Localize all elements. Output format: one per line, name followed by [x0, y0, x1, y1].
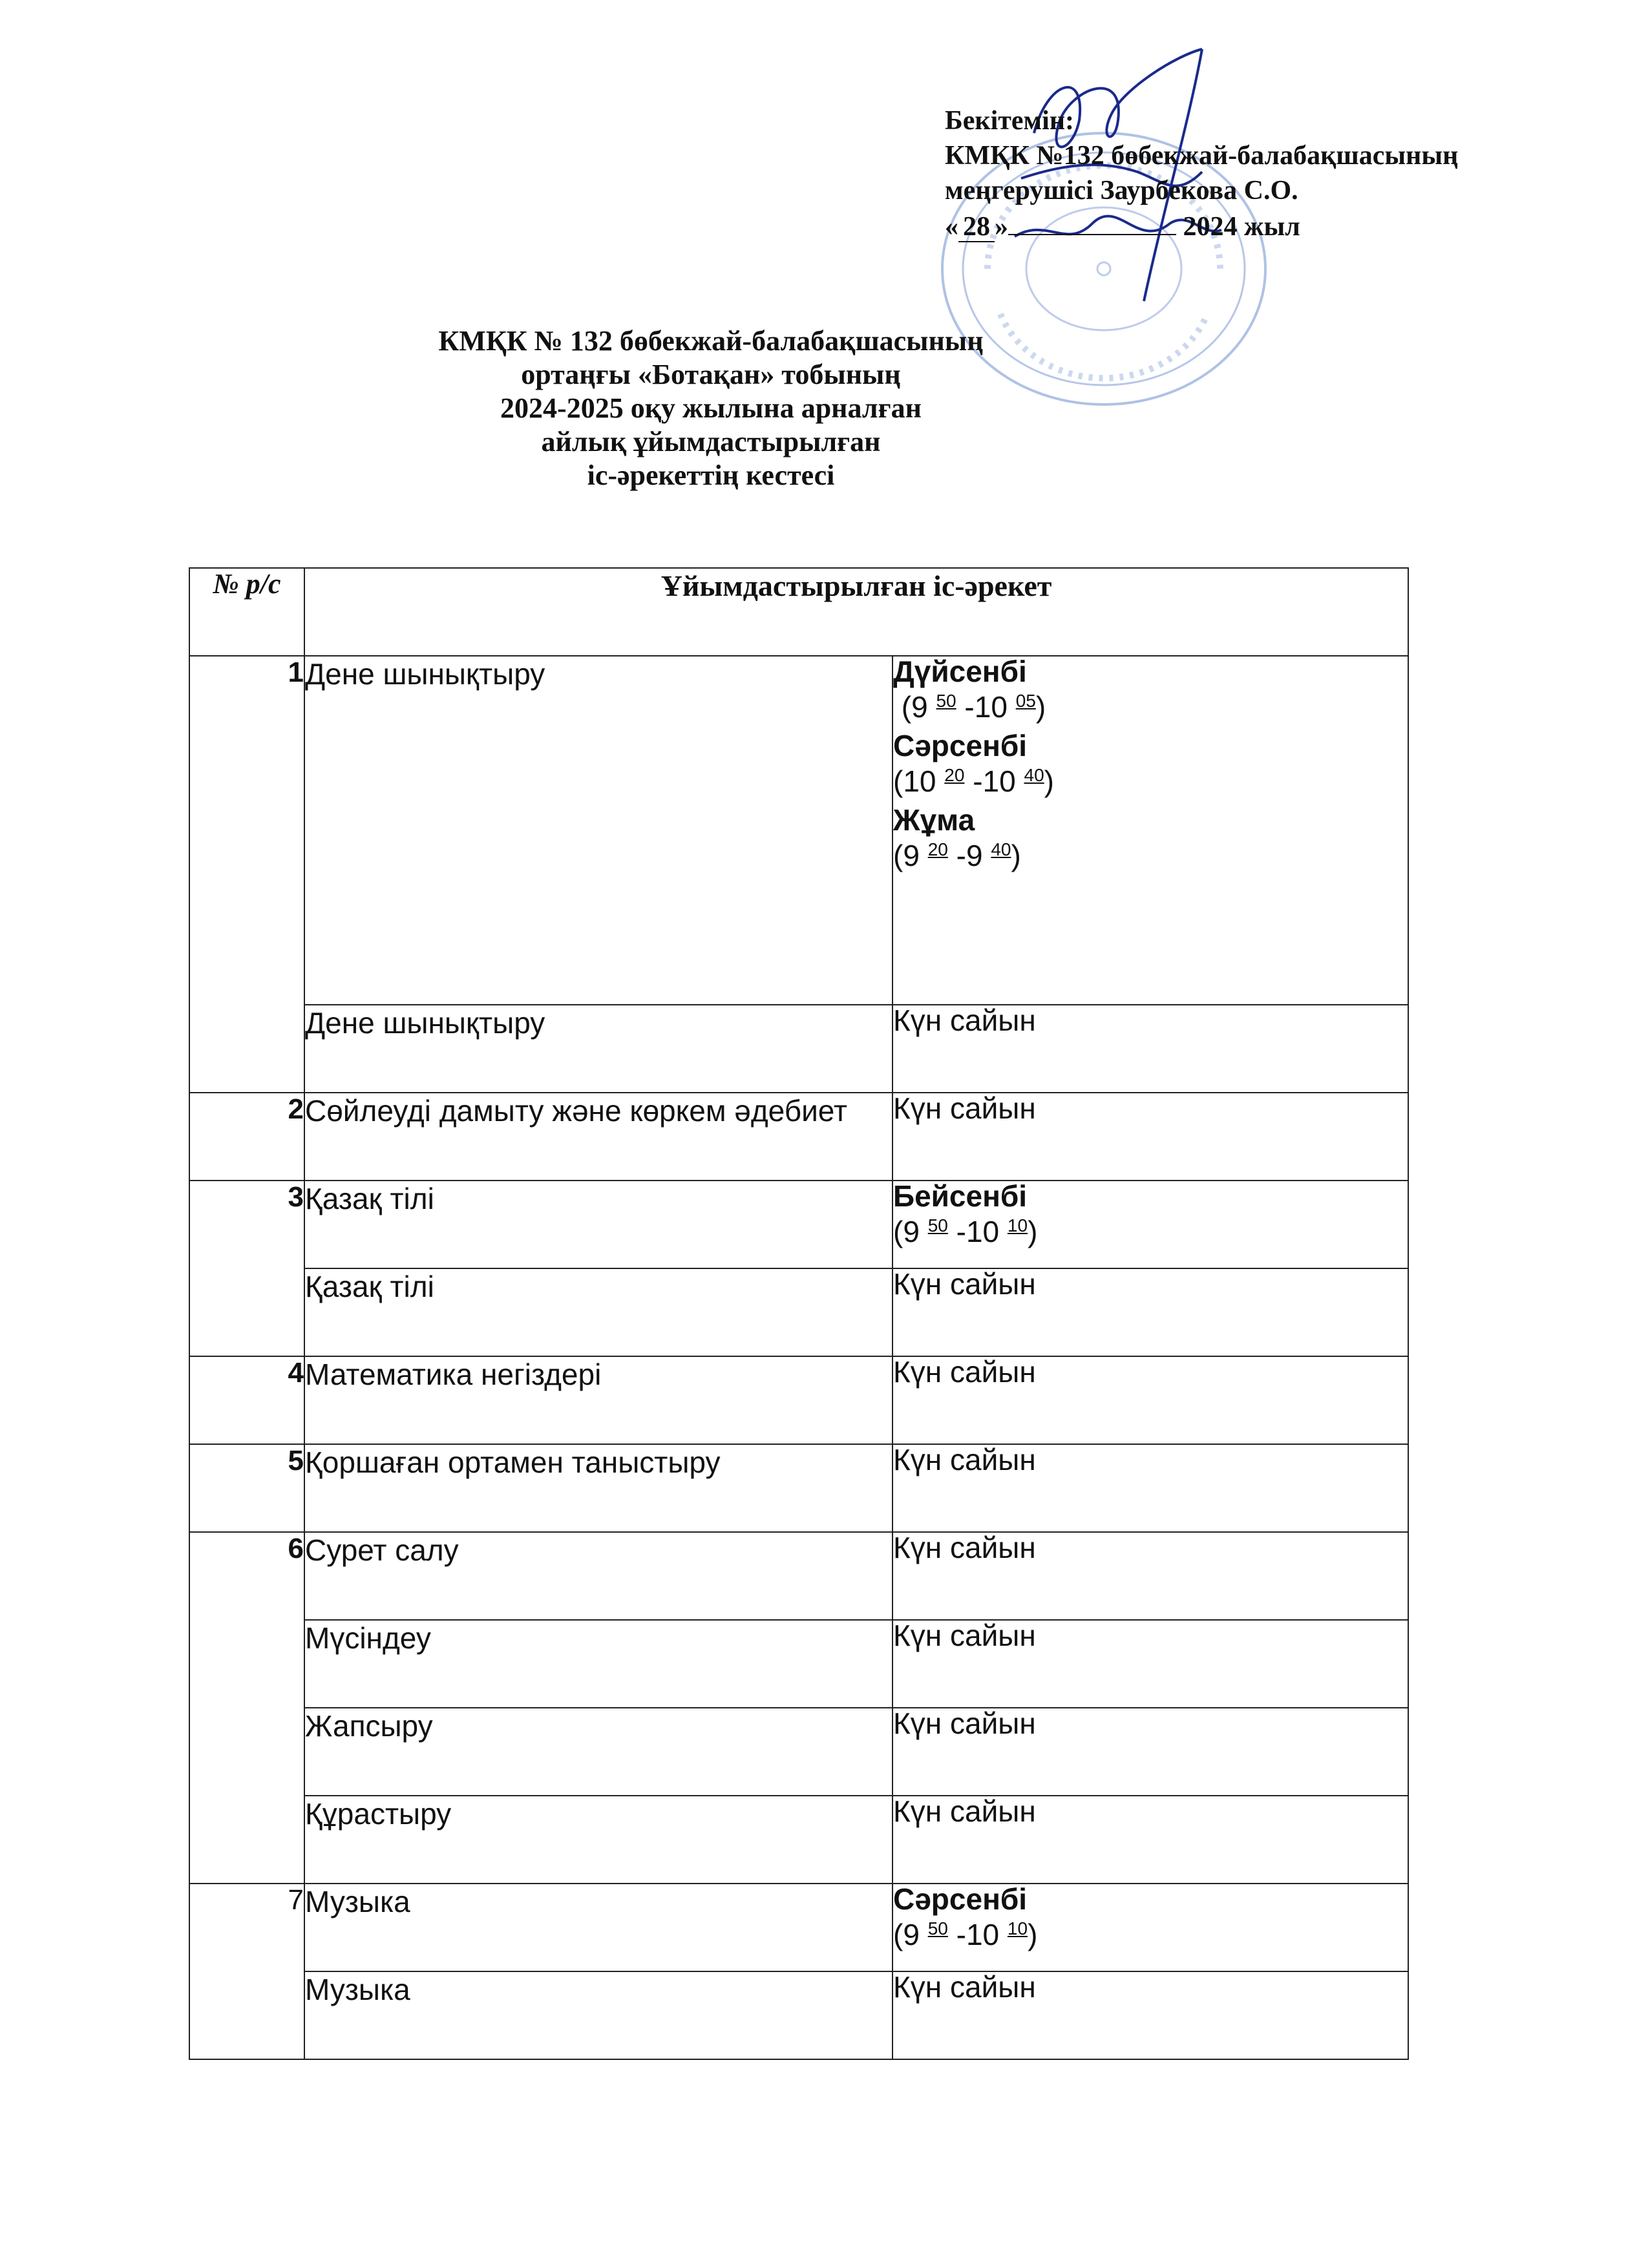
page-title: КМҚК № 132 бөбекжай-балабақшасының ортаңғы «Ботақан» тобының 2024-2025 оқу жылына арналған айлық ұйымдастырылған іс-әрекеттің кестесі [438, 325, 984, 491]
table-row [189, 1356, 1408, 1444]
activity-cell: Жапсыру [304, 1708, 893, 1796]
time-cell: Күн сайын [893, 1268, 1408, 1356]
time-cell: Сәрсенбі (9 $^{50}$ -10 $^{10}$) [893, 1884, 1408, 1971]
approval-date: « 28 » 2024 жыл [945, 208, 1458, 244]
time-cell: Бейсенбі (9 $^{50}$ -10 $^{10}$) [893, 1181, 1408, 1268]
approval-date-day: 28 [958, 213, 995, 242]
schedule-table [189, 567, 1409, 2060]
header-activity: Ұйымдастырылған іс-әрекет [304, 568, 1408, 656]
header-number: № р/с [189, 568, 304, 656]
time-cell: Күн сайын [893, 1620, 1408, 1708]
time-cell: Күн сайын [893, 1005, 1408, 1093]
activity-cell: Дене шынықтыру [304, 1005, 893, 1093]
activity-cell: Қазақ тілі [304, 1268, 893, 1356]
table-header-row [189, 568, 1408, 656]
approval-organization: КМҚК №132 бөбекжай-балабақшасының [945, 141, 1459, 171]
table-row [189, 1532, 1408, 1620]
activity-cell: Сөйлеуді дамыту және көркем әдебиет [304, 1093, 893, 1181]
table-row [189, 1181, 1408, 1268]
activity-cell: Қоршаған ортамен таныстыру [304, 1444, 893, 1532]
time-cell: Күн сайын [893, 1444, 1408, 1532]
approval-block [945, 103, 1458, 244]
table-row [189, 1708, 1408, 1796]
table-row [189, 1005, 1408, 1093]
time-cell: Күн сайын [893, 1356, 1408, 1444]
row-number: 5 [189, 1444, 304, 1532]
table-row [189, 1268, 1408, 1356]
time-cell: Күн сайын [893, 1796, 1408, 1884]
approval-date-year: 2024 жыл [1183, 212, 1300, 242]
approval-date-month [1008, 208, 1176, 235]
time-cell: Дүйсенбі (9 $^{50}$ -10 $^{05}$) Сәрсенбі (10 $^{20}$ -10 $^{40}$) Жұма (9 $^{20}$ -9 $^{40}$) [893, 656, 1408, 1005]
activity-cell: Математика негіздері [304, 1356, 893, 1444]
table-row [189, 1093, 1408, 1181]
row-number: 6 [189, 1532, 304, 1884]
time-cell: Күн сайын [893, 1532, 1408, 1620]
activity-cell: Құрастыру [304, 1796, 893, 1884]
activity-cell: Дене шынықтыру [304, 656, 893, 1005]
row-number: 7 [189, 1884, 304, 2059]
activity-cell: Музыка [304, 1884, 893, 1971]
approval-head: меңгерушісі Заурбекова С.О. [945, 176, 1298, 205]
table-row [189, 1620, 1408, 1708]
table-row [189, 1444, 1408, 1532]
row-number: 2 [189, 1093, 304, 1181]
time-cell: Күн сайын [893, 1093, 1408, 1181]
row-number: 3 [189, 1181, 304, 1356]
activity-cell: Мүсіндеу [304, 1620, 893, 1708]
activity-cell: Сурет салу [304, 1532, 893, 1620]
time-cell: Күн сайын [893, 1971, 1408, 2059]
table-row [189, 1796, 1408, 1884]
row-number: 4 [189, 1356, 304, 1444]
table-row [189, 1884, 1408, 1971]
activity-cell: Қазақ тілі [304, 1181, 893, 1268]
table-row [189, 1971, 1408, 2059]
approval-heading: Бекітемін: [945, 106, 1075, 136]
row-number: 1 [189, 656, 304, 1093]
time-cell: Күн сайын [893, 1708, 1408, 1796]
table-row [189, 656, 1408, 1005]
activity-cell: Музыка [304, 1971, 893, 2059]
